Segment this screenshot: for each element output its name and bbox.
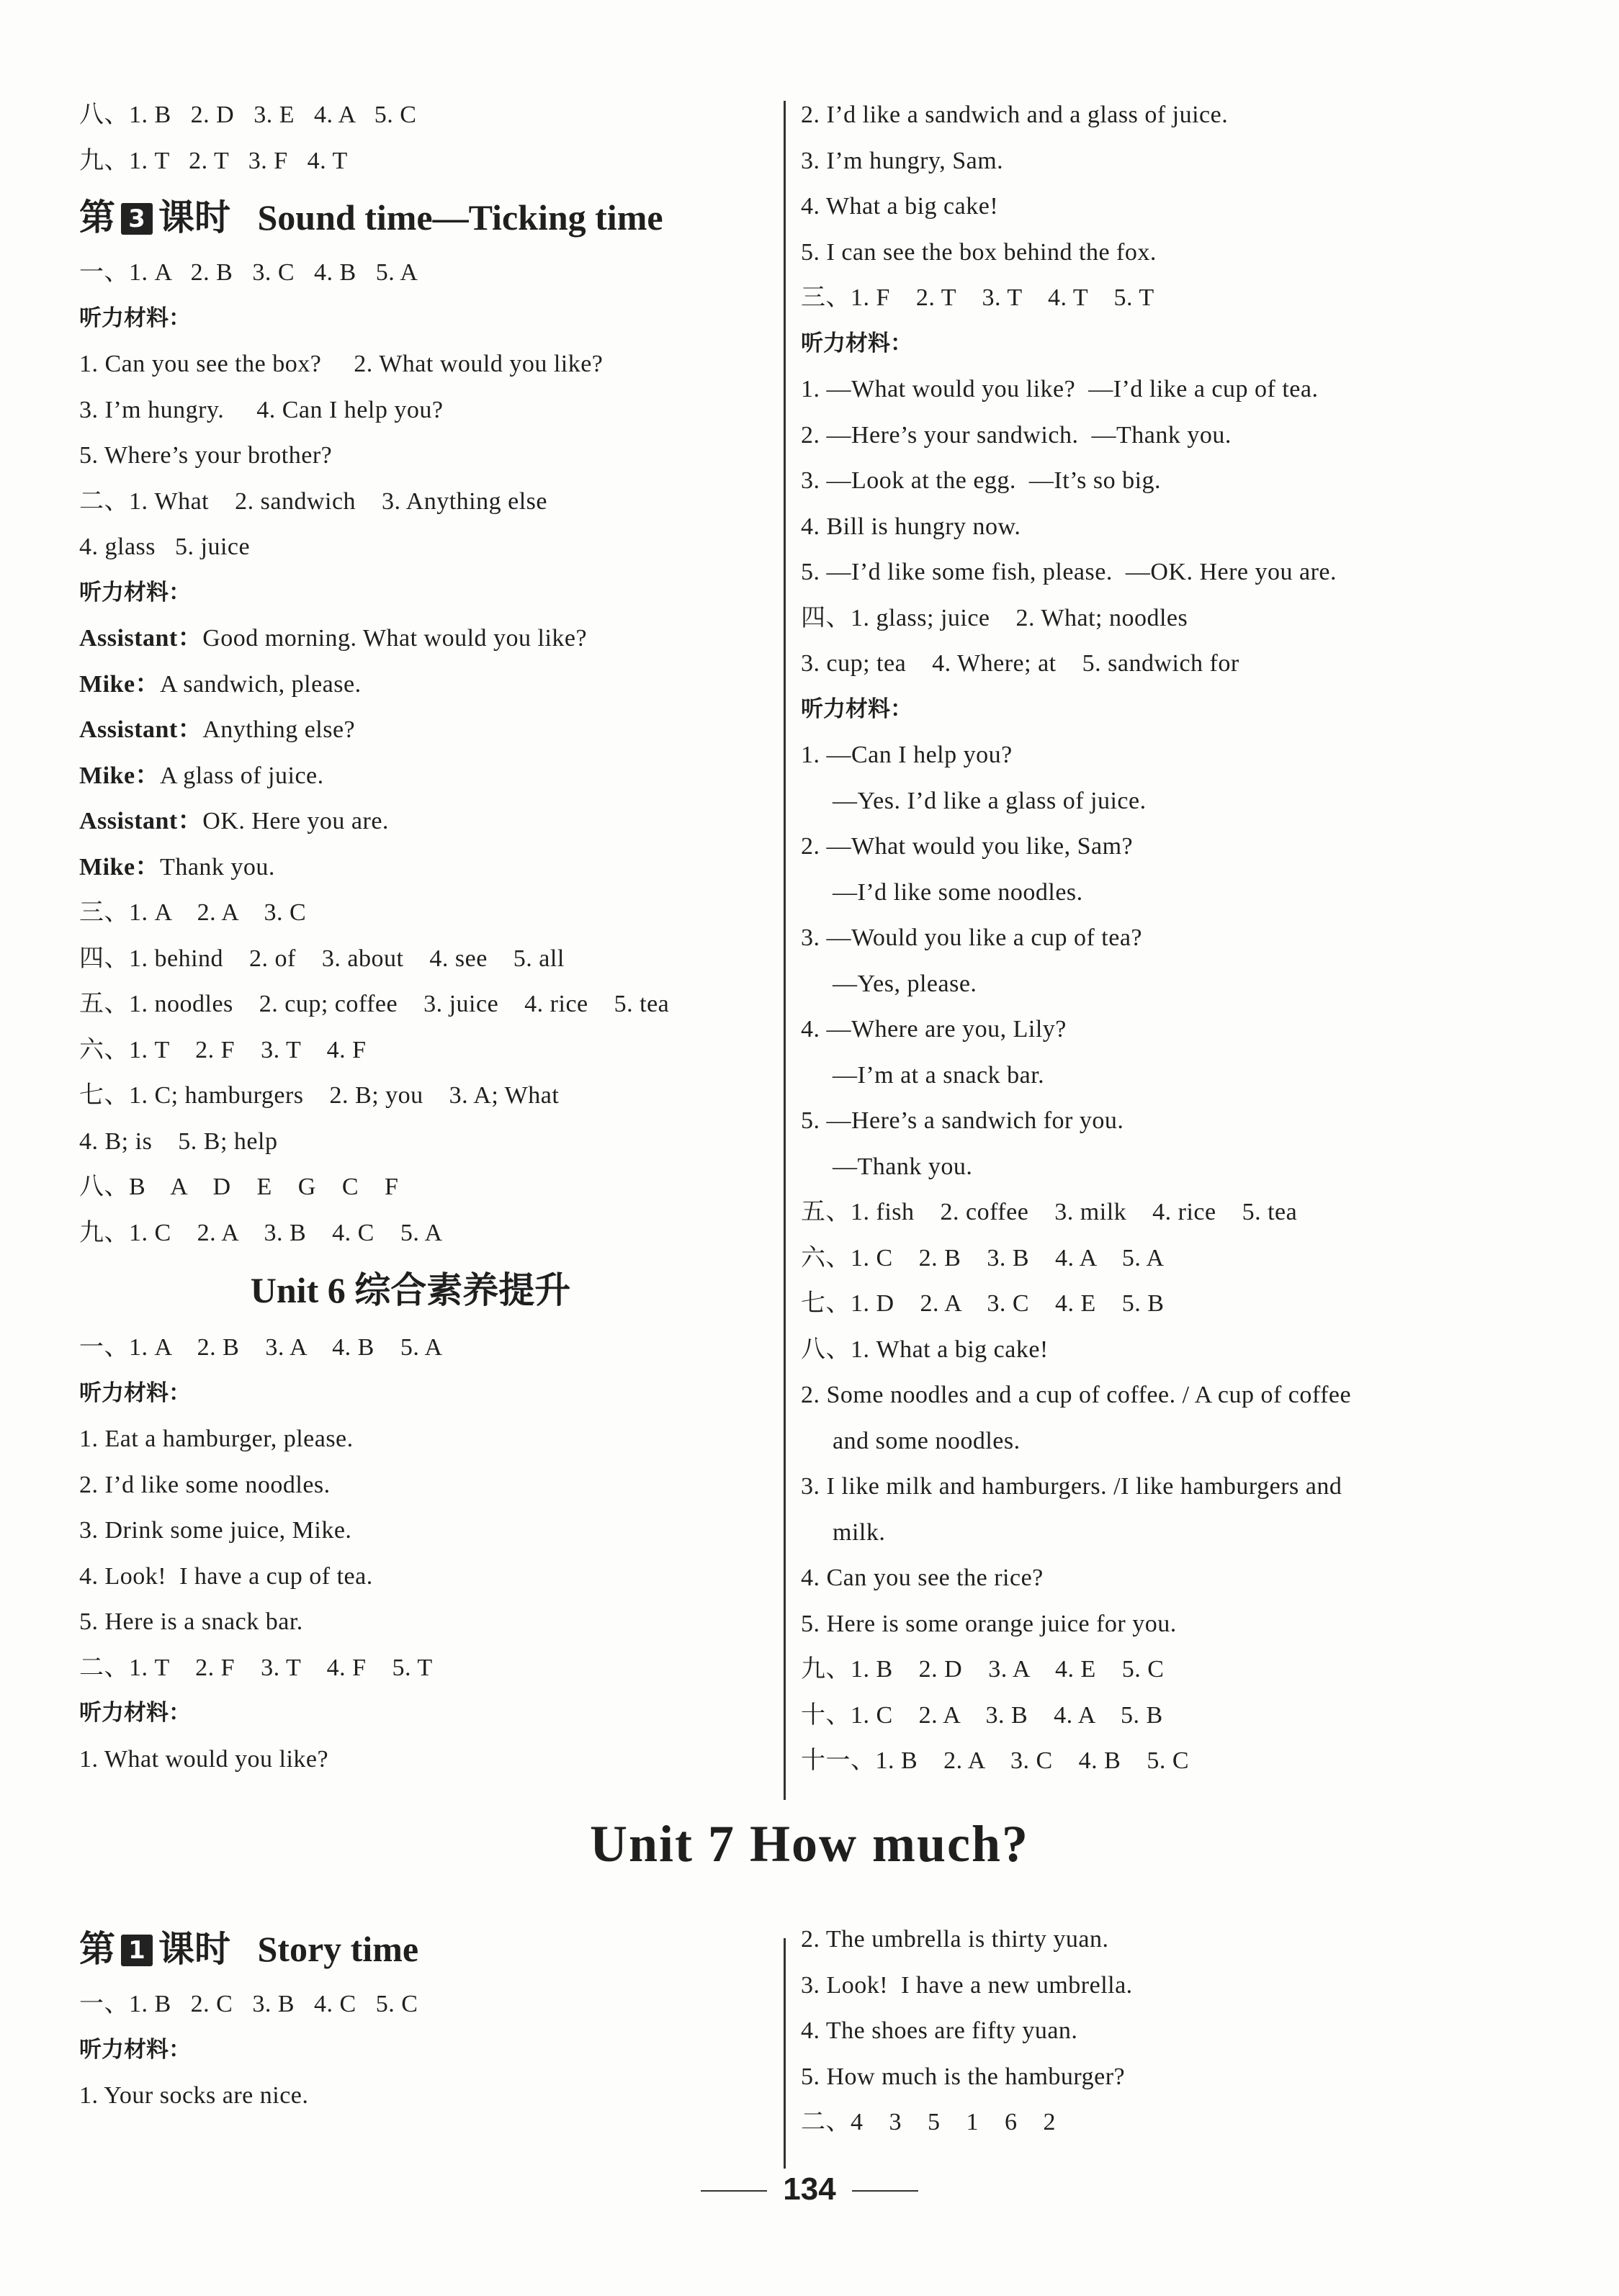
answer-line: 五、1. fish 2. coffee 3. milk 4. rice 5. tea <box>801 1199 1298 1225</box>
lesson-number-badge: 1 <box>121 1935 153 1966</box>
answer-line: 4. B; is 5. B; help <box>79 1127 278 1155</box>
answer-line: 2. I’d like a sandwich and a glass of juice. <box>801 102 1229 128</box>
answer-line: 5. Here is some orange juice for you. <box>801 1610 1177 1637</box>
answer-line: 5. Here is a snack bar. <box>79 1608 303 1635</box>
answer-line: 三、1. F 2. T 3. T 4. T 5. T <box>801 284 1154 311</box>
answer-line: 1. Can you see the box? 2. What would you like? <box>79 351 604 377</box>
speaker-name: Assistant： <box>79 625 203 652</box>
lesson-heading <box>79 185 771 250</box>
listening-material-label: 听力材料： <box>79 305 191 331</box>
answer-line: 六、1. T 2. F 3. T 4. F <box>79 1036 367 1063</box>
dialogue-line <box>79 798 771 845</box>
answer-line: —Yes, please. <box>833 970 977 997</box>
dialogue-text: Anything else? <box>202 716 356 743</box>
answer-line: and some noodles. <box>833 1427 1021 1454</box>
answer-line: 四、1. glass; juice 2. What; noodles <box>801 604 1188 631</box>
unit-6-heading: Unit 6 综合素养提升 <box>250 1270 571 1310</box>
listening-material-label: 听力材料： <box>801 695 912 722</box>
answer-line: 九、1. C 2. A 3. B 4. C 5. A <box>79 1219 443 1246</box>
answer-line: 3. —Would you like a cup of tea? <box>801 924 1143 951</box>
right-column <box>801 92 1528 1784</box>
lesson-heading <box>79 1917 771 1981</box>
answer-line: 1. What would you like? <box>79 1745 329 1773</box>
answer-line: 2. Some noodles and a cup of coffee. / A cup of coffee <box>801 1382 1352 1408</box>
dialogue-line <box>79 707 771 753</box>
answer-line: 3. Look! I have a new umbrella. <box>801 1971 1133 1999</box>
dialogue-text: Thank you. <box>160 853 275 881</box>
answer-line: 4. Can you see the rice? <box>801 1565 1044 1591</box>
page-number-text: 134 <box>783 2171 836 2207</box>
speaker-name: Mike： <box>79 762 161 789</box>
answer-line: 一、1. A 2. B 3. A 4. B 5. A <box>79 1334 443 1361</box>
dialogue-text: A glass of juice. <box>160 762 324 789</box>
answer-line: 六、1. C 2. B 3. B 4. A 5. A <box>801 1244 1165 1271</box>
answer-line: 3. I like milk and hamburgers. /I like hamburgers and <box>801 1473 1342 1500</box>
answer-line: 五、1. noodles 2. cup; coffee 3. juice 4. rice 5. tea <box>79 991 670 1017</box>
lesson-heading-prefix: 第 <box>79 197 115 238</box>
answer-line: 2. —Here’s your sandwich. —Thank you. <box>801 421 1232 449</box>
dialogue-line <box>79 753 771 799</box>
answer-line: 5. —Here’s a sandwich for you. <box>801 1107 1124 1134</box>
answer-line: 1. —Can I help you? <box>801 742 1013 768</box>
left-column-unit7 <box>79 1915 771 2119</box>
dialogue-text: OK. Here you are. <box>202 808 389 834</box>
answer-line: 七、1. C; hamburgers 2. B; you 3. A; What <box>79 1082 560 1109</box>
answer-line: milk. <box>833 1518 886 1546</box>
answer-line: 3. cup; tea 4. Where; at 5. sandwich for <box>801 650 1239 677</box>
answer-line: 3. —Look at the egg. —It’s so big. <box>801 467 1162 494</box>
answer-line: 三、1. A 2. A 3. C <box>79 899 307 926</box>
answer-line: 4. Bill is hungry now. <box>801 513 1021 540</box>
answer-line: 2. I’d like some noodles. <box>79 1471 331 1498</box>
answer-line: 十一、1. B 2. A 3. C 4. B 5. C <box>801 1747 1190 1774</box>
lesson-heading-prefix: 第 <box>79 1929 115 1969</box>
answer-line: 4. The shoes are fifty yuan. <box>801 2017 1078 2044</box>
speaker-name: Mike： <box>79 853 161 881</box>
unit-7-title: Unit 7 How much? <box>589 1815 1030 1873</box>
dialogue-line <box>79 616 771 662</box>
answer-line: —Thank you. <box>833 1153 973 1180</box>
answer-line: 1. Your socks are nice. <box>79 2082 309 2109</box>
answer-line: 5. I can see the box behind the fox. <box>801 238 1157 266</box>
dialogue-text: A sandwich, please. <box>160 670 362 698</box>
answer-line: 2. —What would you like, Sam? <box>801 833 1134 860</box>
page-number-dash-left <box>701 2190 767 2192</box>
answer-line: 4. glass 5. juice <box>79 534 251 560</box>
dialogue-line <box>79 662 771 708</box>
column-divider <box>784 101 786 1800</box>
answer-line: 4. What a big cake! <box>801 193 999 220</box>
answer-line: 1. —What would you like? —I’d like a cup of tea. <box>801 376 1319 402</box>
answer-line: 九、1. T 2. T 3. F 4. T <box>79 147 348 174</box>
answer-line: 二、4 3 5 1 6 2 <box>801 2109 1056 2135</box>
answer-line: —Yes. I’d like a glass of juice. <box>833 787 1147 814</box>
dialogue-text: Good morning. What would you like? <box>202 625 588 652</box>
right-column-unit7 <box>801 1917 1528 2146</box>
answer-line: 四、1. behind 2. of 3. about 4. see 5. all <box>79 945 565 972</box>
listening-material-label: 听力材料： <box>79 2036 191 2063</box>
answer-line: 5. How much is the hamburger? <box>801 2063 1126 2090</box>
speaker-name: Assistant： <box>79 808 203 834</box>
answer-line: 九、1. B 2. D 3. A 4. E 5. C <box>801 1656 1165 1683</box>
answer-line: 八、B A D E G C F <box>79 1174 399 1200</box>
listening-material-label: 听力材料： <box>801 330 912 356</box>
listening-material-label: 听力材料： <box>79 579 191 605</box>
answer-line: 5. —I’d like some fish, please. —OK. Here you are. <box>801 559 1337 585</box>
page-number <box>0 2171 1619 2207</box>
dialogue-line <box>79 845 771 891</box>
answer-line: 2. The umbrella is thirty yuan. <box>801 1926 1109 1953</box>
answer-line: 一、1. A 2. B 3. C 4. B 5. A <box>79 259 418 286</box>
speaker-name: Assistant： <box>79 716 203 743</box>
answer-line: —I’m at a snack bar. <box>833 1061 1045 1089</box>
answer-line: 4. —Where are you, Lily? <box>801 1016 1067 1043</box>
lesson-heading-title: 课时 Sound time—Ticking time <box>158 197 663 238</box>
left-column <box>79 92 771 1782</box>
answer-line: 七、1. D 2. A 3. C 4. E 5. B <box>801 1290 1165 1317</box>
answer-line: —I’d like some noodles. <box>833 878 1083 906</box>
listening-material-label: 听力材料： <box>79 1700 191 1726</box>
answer-line: 3. Drink some juice, Mike. <box>79 1517 352 1544</box>
listening-material-label: 听力材料： <box>79 1379 191 1406</box>
answer-line: 1. Eat a hamburger, please. <box>79 1426 354 1452</box>
answer-line: 3. I’m hungry, Sam. <box>801 147 1004 174</box>
answer-line: 二、1. What 2. sandwich 3. Anything else <box>79 487 547 515</box>
answer-line: 一、1. B 2. C 3. B 4. C 5. C <box>79 1991 418 2017</box>
answer-line: 八、1. B 2. D 3. E 4. A 5. C <box>79 102 417 128</box>
page-number-dash-right <box>852 2190 918 2192</box>
answer-line: 3. I’m hungry. 4. Can I help you? <box>79 396 444 423</box>
speaker-name: Mike： <box>79 670 161 698</box>
lesson-number-badge: 3 <box>121 203 153 235</box>
answer-line: 4. Look! I have a cup of tea. <box>79 1562 373 1590</box>
answer-line: 5. Where’s your brother? <box>79 442 333 469</box>
answer-line: 十、1. C 2. A 3. B 4. A 5. B <box>801 1701 1163 1729</box>
answer-line: 二、1. T 2. F 3. T 4. F 5. T <box>79 1654 433 1681</box>
lesson-heading-title: 课时 Story time <box>158 1929 419 1969</box>
answer-line: 八、1. What a big cake! <box>801 1336 1049 1363</box>
column-divider-lower <box>784 1938 786 2169</box>
